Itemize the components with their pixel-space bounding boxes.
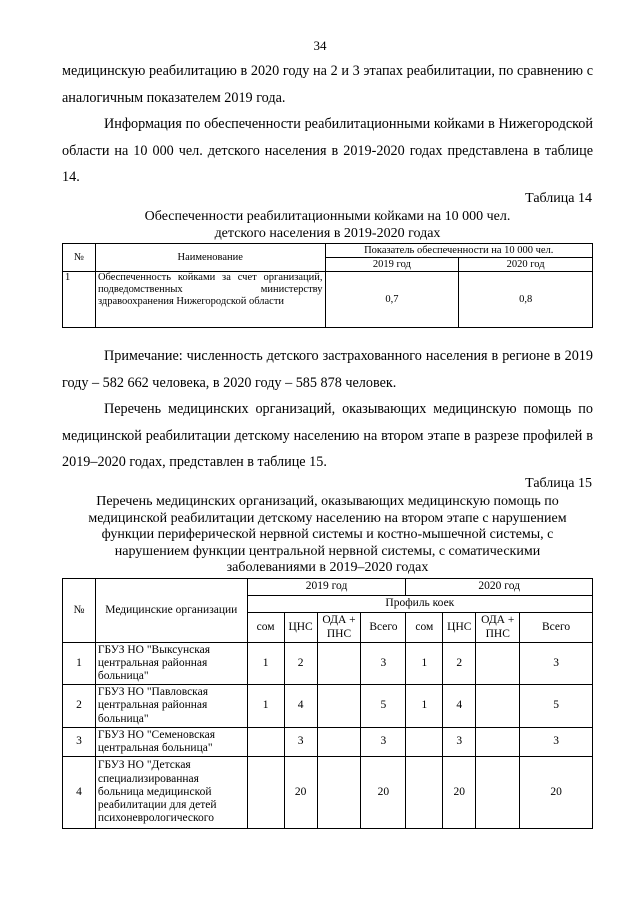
t15-header-som-2020: сом [406,613,443,643]
table15-title-line: Перечень медицинских организаций, оказывающих медицинскую помощь по [96,494,559,509]
t14-header-indicator: Показатель обеспеченности на 10 000 чел. [325,244,592,258]
t15-cns-2019: 3 [284,728,317,757]
table15-title-line: функции периферической нервной системы и костно-мышечной системы, с [101,527,554,542]
t15-cns-2020: 2 [443,643,476,685]
t15-header-profile: Профиль коек [247,596,592,613]
table-14 [62,243,593,328]
table-15 [62,578,593,829]
t15-num: 4 [63,757,96,829]
table15-title-line: медицинской реабилитации детскому населению на втором этапе с нарушением [88,510,567,526]
table-row [63,685,593,728]
t15-num: 3 [63,728,96,757]
table15-title-line: нарушением функции центральной нервной системы, с соматическими [114,543,541,559]
table15-title-line: заболеваниями в 2019–2020 годах [226,560,429,575]
t15-org: ГБУЗ НО "Семеновская центральная больница" [95,728,247,757]
t15-cns-2020: 4 [443,685,476,728]
t15-header-2020: 2020 год [406,579,593,596]
t15-cns-2019: 2 [284,643,317,685]
t15-num: 1 [63,643,96,685]
table15-caption: Таблица 15 [525,476,592,491]
t15-oda-2019 [317,643,361,685]
paragraph-1: медицинскую реабилитацию в 2020 году на 2 и 3 этапах реабилитации, по сравнению с аналогичным показателем 2019 года. [62,63,593,106]
page-number: 34 [313,38,327,53]
t15-cns-2019: 4 [284,685,317,728]
table15-title [62,494,593,577]
t15-cns-2020: 3 [443,728,476,757]
t15-som-2019 [247,757,284,829]
t15-som-2020: 1 [406,685,443,728]
t15-total-2020: 3 [520,728,593,757]
t15-oda-2019 [317,685,361,728]
t15-total-2019: 3 [361,728,406,757]
table14-title [62,209,593,242]
t14-row-2020: 0,8 [459,272,593,328]
table-row [63,728,593,757]
t15-org: ГБУЗ НО "Детская специализированная больница медицинской реабилитации для детей психоневрологического [95,757,247,829]
table-row [63,757,593,829]
t15-som-2019: 1 [247,685,284,728]
t15-som-2019 [247,728,284,757]
t15-som-2020 [406,728,443,757]
t15-org: ГБУЗ НО "Павловская центральная районная больница" [95,685,247,728]
t15-num: 2 [63,685,96,728]
table-row [63,272,593,328]
t15-total-2020: 5 [520,685,593,728]
t15-total-2019: 20 [361,757,406,829]
t15-org: ГБУЗ НО "Выксунская центральная районная больница" [95,643,247,685]
paragraph-3: Перечень медицинских организаций, оказывающих медицинскую помощь по медицинской реабилитации детскому населению на втором этапе в разрезе профилей в 2019–2020 годах, представлен в таблице 15. [62,401,593,470]
t15-cns-2019: 20 [284,757,317,829]
t15-header-2019: 2019 год [247,579,406,596]
t15-header-som-2019: сом [247,613,284,643]
t15-oda-2019 [317,757,361,829]
t15-oda-2020 [476,757,520,829]
t15-som-2020: 1 [406,643,443,685]
table14-caption: Таблица 14 [525,191,592,206]
t15-header-num: № [63,579,96,643]
t15-header-oda-2020: ОДА + ПНС [476,613,520,643]
t15-header-total-2020: Всего [520,613,593,643]
table14-title-line1: Обеспеченности реабилитационными койками на 10 000 чел. [144,209,511,224]
t15-header-cns-2019: ЦНС [284,613,317,643]
t14-header-name: Наименование [95,244,325,272]
t15-header-oda-2019: ОДА + ПНС [317,613,361,643]
t14-row-2019: 0,7 [325,272,459,328]
t15-oda-2019 [317,728,361,757]
t14-row-num: 1 [63,272,96,328]
t14-header-2020: 2020 год [459,258,593,272]
t15-header-org: Медицинские организации [95,579,247,643]
t14-header-num: № [63,244,96,272]
t15-oda-2020 [476,685,520,728]
note-paragraph: Примечание: численность детского застрахованного населения в регионе в 2019 году – 582 662 человека, в 2020 году – 585 878 человек. [62,348,593,391]
t15-oda-2020 [476,728,520,757]
table14-title-line2: детского населения в 2019-2020 годах [214,225,441,241]
t15-total-2019: 3 [361,643,406,685]
t15-total-2020: 3 [520,643,593,685]
t15-oda-2020 [476,643,520,685]
paragraph-2: Информация по обеспеченности реабилитационными койками в Нижегородской области на 10 000 чел. детского населения в 2019-2020 годах представлена в таблице 14. [62,116,593,185]
t14-row-name: Обеспеченность койками за счет организаций, подведомственных министерству здравоохранения Нижегородской области [95,272,325,328]
table-row [63,643,593,685]
t15-som-2020 [406,757,443,829]
t14-header-2019: 2019 год [325,258,459,272]
t15-total-2019: 5 [361,685,406,728]
t15-cns-2020: 20 [443,757,476,829]
t15-som-2019: 1 [247,643,284,685]
t15-total-2020: 20 [520,757,593,829]
t15-header-total-2019: Всего [361,613,406,643]
t15-header-cns-2020: ЦНС [443,613,476,643]
